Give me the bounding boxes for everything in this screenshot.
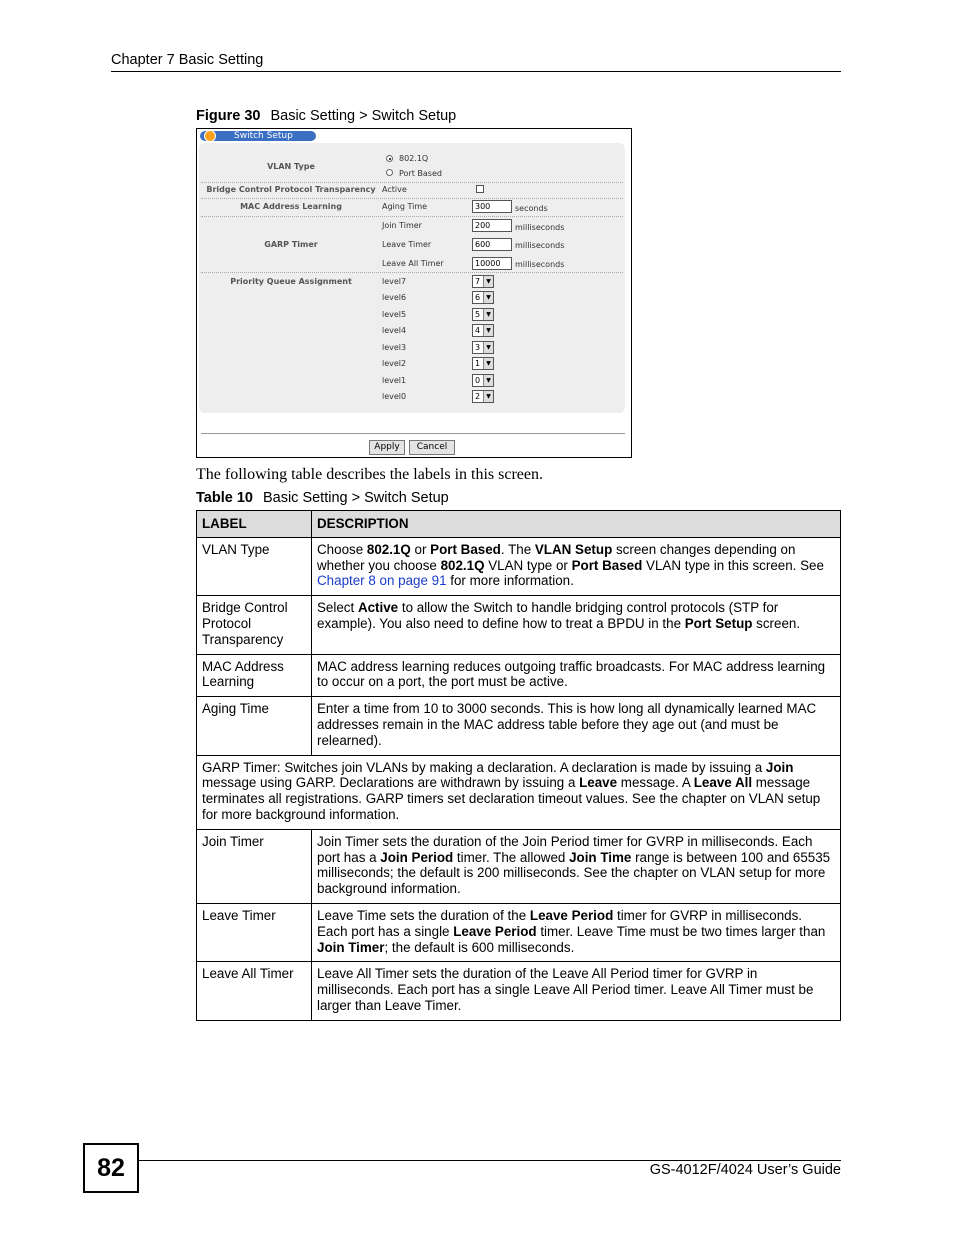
row-description xyxy=(312,829,841,903)
button-divider xyxy=(201,433,625,434)
level4-label: level4 xyxy=(382,326,407,335)
level6-select[interactable] xyxy=(472,291,494,304)
row-label: Bridge Control Protocol Transparency xyxy=(197,596,312,654)
text: Leave Time sets the duration of the xyxy=(317,907,530,923)
row-divider xyxy=(201,182,623,183)
table-row xyxy=(197,654,841,697)
text: timer. Leave Time must be two times larger than xyxy=(536,923,826,939)
chevron-down-icon: ▼ xyxy=(483,325,493,336)
level3-label: level3 xyxy=(382,343,407,352)
bold-text: Join xyxy=(765,759,794,775)
text: Choose xyxy=(317,541,367,557)
table-row xyxy=(197,537,841,595)
level4-value: 4 xyxy=(475,326,481,335)
bold-text: 802.1Q xyxy=(440,557,485,573)
bold-text: Leave All xyxy=(693,775,753,791)
header-rule xyxy=(111,71,841,72)
label-description-table xyxy=(196,510,841,1021)
bold-text: Join Time xyxy=(569,849,632,865)
table-row xyxy=(197,903,841,961)
active-checkbox[interactable] xyxy=(476,185,484,193)
text: GARP Timer: Switches join VLANs by making a declaration. A declaration is made by issuing a xyxy=(202,759,766,775)
leave-all-timer-unit: milliseconds xyxy=(515,260,565,269)
level6-value: 6 xyxy=(475,293,481,302)
table-row xyxy=(197,755,841,829)
level3-value: 3 xyxy=(475,343,481,352)
level5-label: level5 xyxy=(382,310,407,319)
switch-setup-screenshot xyxy=(196,128,632,458)
bold-text: Port Based xyxy=(571,557,643,573)
level0-value: 2 xyxy=(475,392,481,401)
row-description: Enter a time from 10 to 3000 seconds. This is how long all dynamically learned MAC addresses remain in the MAC address table before they age out (and must be relearned). xyxy=(312,697,841,755)
guide-title: GS-4012F/4024 User’s Guide xyxy=(649,1162,841,1178)
bold-text: Port Based xyxy=(430,541,501,557)
figure-caption xyxy=(196,108,456,124)
level1-select[interactable] xyxy=(472,374,494,387)
intro-text: The following table describes the labels in this screen. xyxy=(196,466,544,483)
level6-label: level6 xyxy=(382,293,407,302)
chevron-down-icon: ▼ xyxy=(483,309,493,320)
apply-button[interactable]: Apply xyxy=(369,440,405,455)
tab-title: Switch Setup xyxy=(234,131,293,141)
figure-title: Basic Setting > Switch Setup xyxy=(270,108,457,124)
bold-text: Port Setup xyxy=(684,615,753,631)
leave-timer-unit: milliseconds xyxy=(515,241,565,250)
table-title: Basic Setting > Switch Setup xyxy=(262,490,449,506)
row-description: MAC address learning reduces outgoing traffic broadcasts. For MAC address learning to occur on a port, the port must be active. xyxy=(312,654,841,697)
join-timer-label: Join Timer xyxy=(382,221,422,230)
text: ; the default is 600 milliseconds. xyxy=(384,939,575,955)
garp-timer-label: GARP Timer xyxy=(264,240,318,249)
text: range is between 100 and 65535 milliseconds; the default is 200 milliseconds. See the chapter on VLAN setup for more background information. xyxy=(317,849,831,897)
row-divider xyxy=(201,272,623,273)
leave-timer-label: Leave Timer xyxy=(382,240,432,249)
level1-value: 0 xyxy=(475,376,481,385)
vlan-8021q-radio[interactable] xyxy=(386,155,393,162)
bold-text: VLAN Setup xyxy=(534,541,613,557)
chevron-down-icon: ▼ xyxy=(483,276,493,287)
text: message. A xyxy=(617,775,694,791)
text: Select xyxy=(317,600,358,616)
aging-time-label: Aging Time xyxy=(382,202,428,211)
text: message terminates all registrations. GARP timers set declaration timeout values. See the chapter on VLAN setup for more background information. xyxy=(202,775,821,822)
leave-timer-input[interactable]: 600 xyxy=(472,238,512,251)
row-description: Leave All Timer sets the duration of the Leave All Period timer for GVRP in milliseconds. Each port has a single Leave All Period timer. Leave All Timer must be larger than Leave Timer. xyxy=(312,962,841,1020)
page-number: 82 xyxy=(83,1143,139,1193)
vlan-port-based-radio[interactable] xyxy=(386,169,393,176)
aging-time-input[interactable]: 300 xyxy=(472,200,512,213)
bold-text: Leave Period xyxy=(453,923,537,939)
level2-select[interactable] xyxy=(472,357,494,370)
active-label: Active xyxy=(382,185,407,194)
leave-all-timer-label: Leave All Timer xyxy=(382,259,444,268)
bold-text: Join Period xyxy=(380,849,454,865)
priority-queue-label: Priority Queue Assignment xyxy=(230,277,352,286)
level0-label: level0 xyxy=(382,392,407,401)
row-divider xyxy=(201,198,623,199)
table-row xyxy=(197,697,841,755)
vlan-type-label: VLAN Type xyxy=(267,162,315,171)
cancel-button[interactable]: Cancel xyxy=(409,440,455,455)
text: timer. The allowed xyxy=(453,849,570,865)
text: message using GARP. Declarations are withdrawn by issuing a xyxy=(202,775,580,791)
mac-learning-label: MAC Address Learning xyxy=(240,202,342,211)
row-description xyxy=(312,537,841,595)
chapter-8-link[interactable]: Chapter 8 on page 91 xyxy=(317,573,447,589)
table-row xyxy=(197,829,841,903)
text: VLAN type or xyxy=(484,557,572,573)
join-timer-unit: milliseconds xyxy=(515,223,565,232)
text: or xyxy=(410,541,431,557)
table-number: Table 10 xyxy=(196,490,253,506)
table-header-row xyxy=(197,511,841,538)
text: screen changes depending on whether you choose xyxy=(317,541,796,573)
row-divider xyxy=(201,216,623,217)
level2-value: 1 xyxy=(475,359,481,368)
text: VLAN type in this screen. See xyxy=(642,557,824,573)
row-description xyxy=(312,596,841,654)
vlan-port-based-label: Port Based xyxy=(399,169,442,178)
bold-text: Leave xyxy=(579,775,618,791)
chevron-down-icon: ▼ xyxy=(483,391,493,402)
text: to allow the Switch to handle bridging control protocols (STP for example). You also need to define how to treat a BPDU in the xyxy=(317,600,779,631)
leave-all-timer-input[interactable]: 10000 xyxy=(472,257,512,270)
garp-description xyxy=(197,755,841,829)
level7-select[interactable] xyxy=(472,275,494,288)
bold-text: Leave Period xyxy=(529,907,614,923)
bold-text: 802.1Q xyxy=(366,541,411,557)
row-label: Leave All Timer xyxy=(197,962,312,1020)
level3-select[interactable] xyxy=(472,341,494,354)
text: Join Timer sets the duration of the Join Period timer for GVRP in milliseconds. Each port has a xyxy=(317,833,813,865)
tab-orb-icon xyxy=(204,130,216,142)
col-description-header: DESCRIPTION xyxy=(312,511,841,538)
text: screen. xyxy=(752,615,801,631)
chevron-down-icon: ▼ xyxy=(483,292,493,303)
row-label: Aging Time xyxy=(197,697,312,755)
table-row xyxy=(197,962,841,1020)
level2-label: level2 xyxy=(382,359,407,368)
level1-label: level1 xyxy=(382,376,407,385)
text: for more information. xyxy=(446,573,574,589)
row-label: MAC Address Learning xyxy=(197,654,312,697)
row-label: VLAN Type xyxy=(197,537,312,595)
table-row xyxy=(197,596,841,654)
vlan-8021q-label: 802.1Q xyxy=(399,154,429,163)
bold-text: Active xyxy=(357,600,399,616)
bold-text: Join Timer xyxy=(317,939,385,955)
row-description xyxy=(312,903,841,961)
text: . The xyxy=(500,541,535,557)
chevron-down-icon: ▼ xyxy=(483,342,493,353)
col-label-header: LABEL xyxy=(197,511,312,538)
aging-time-unit: seconds xyxy=(515,204,548,213)
row-label: Leave Timer xyxy=(197,903,312,961)
level5-value: 5 xyxy=(475,310,481,319)
level7-value: 7 xyxy=(475,277,481,286)
switch-setup-tab[interactable] xyxy=(200,131,316,141)
chevron-down-icon: ▼ xyxy=(483,375,493,386)
table-caption xyxy=(196,490,449,506)
level5-select[interactable] xyxy=(472,308,494,321)
level4-select[interactable] xyxy=(472,324,494,337)
bridge-control-label: Bridge Control Protocol Transparency xyxy=(206,185,376,194)
row-label: Join Timer xyxy=(197,829,312,903)
text: timer for GVRP in milliseconds. Each port has a single xyxy=(317,907,803,939)
chevron-down-icon: ▼ xyxy=(483,358,493,369)
level0-select[interactable] xyxy=(472,390,494,403)
figure-number: Figure 30 xyxy=(196,108,261,124)
chapter-header: Chapter 7 Basic Setting xyxy=(111,52,264,68)
join-timer-input[interactable]: 200 xyxy=(472,219,512,232)
level7-label: level7 xyxy=(382,277,407,286)
footer-rule xyxy=(139,1160,841,1161)
